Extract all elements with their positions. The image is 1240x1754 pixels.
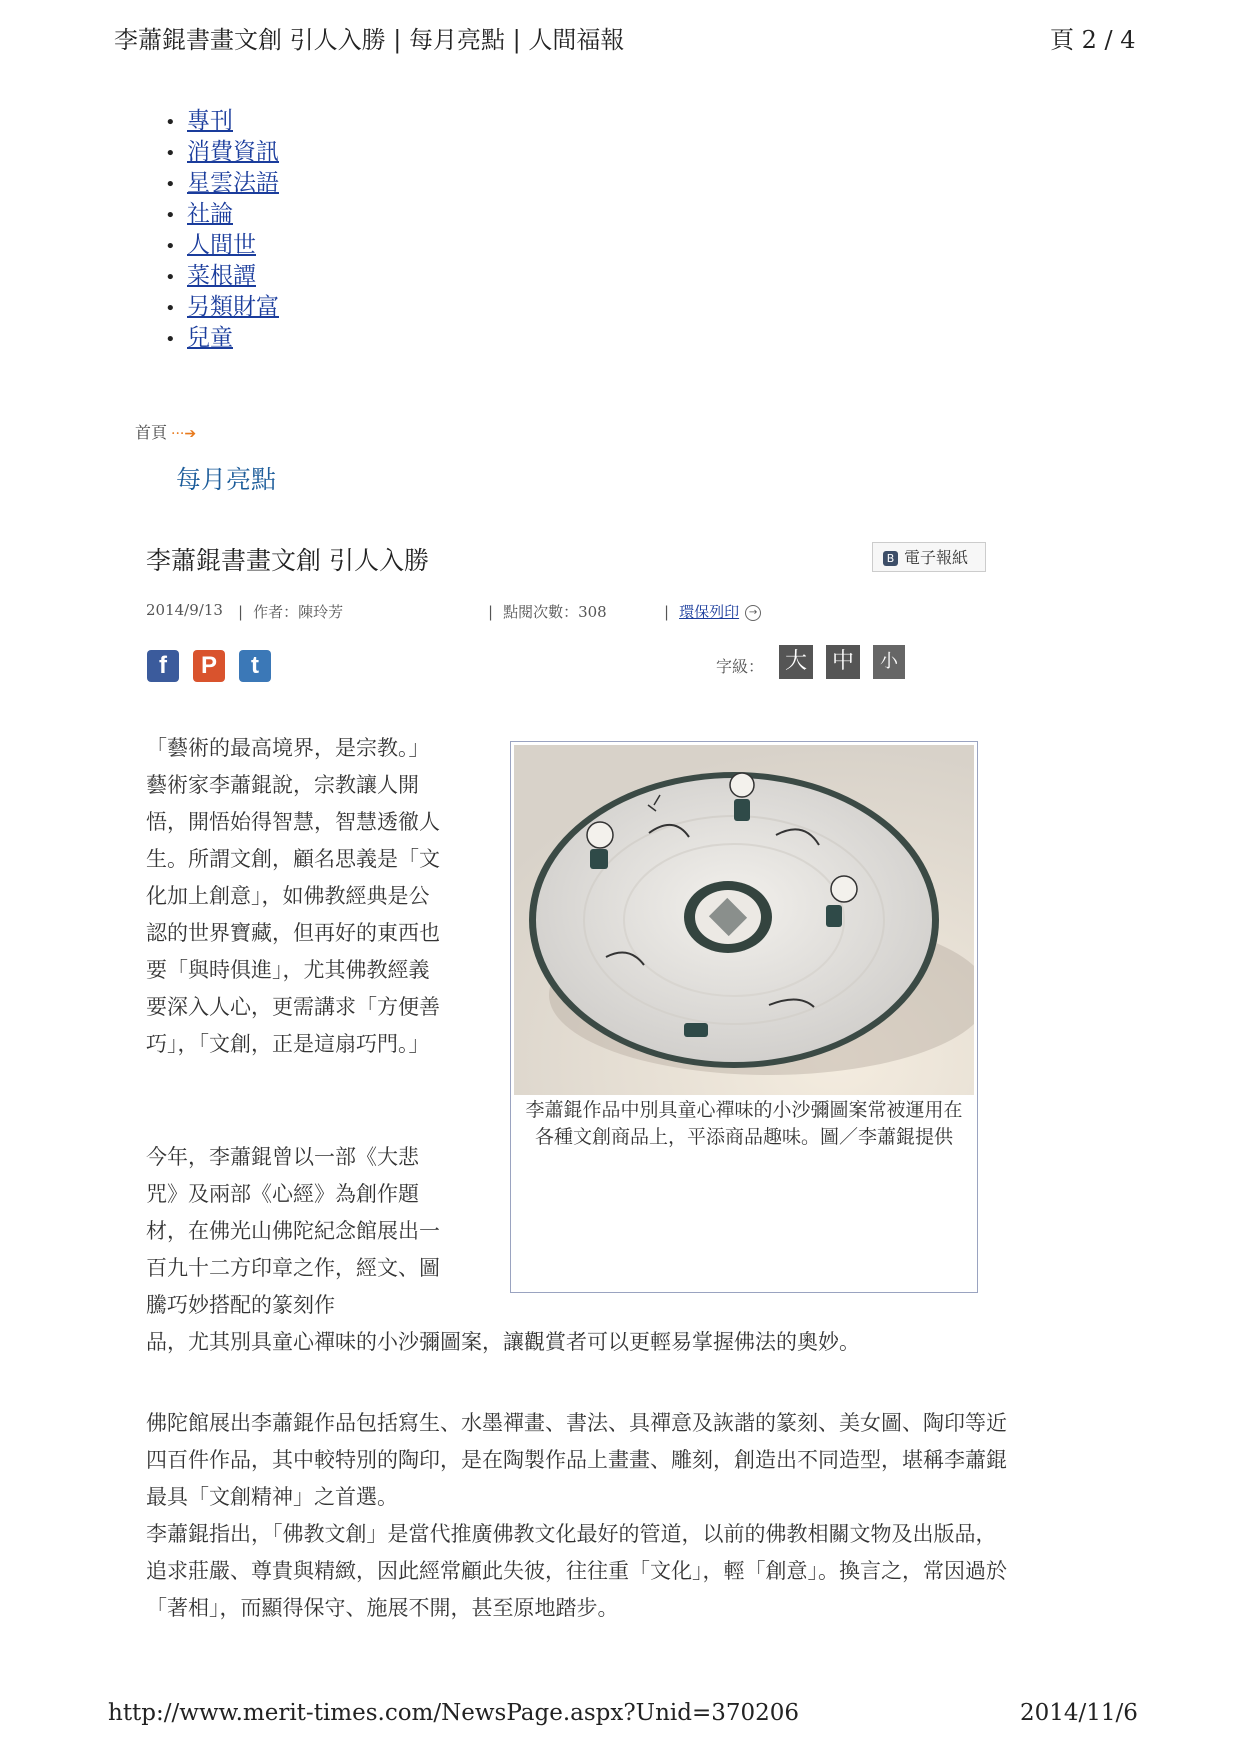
photo-caption: 李蕭錕作品中別具童心禪味的小沙彌圖案常被運用在各種文創商品上，平添商品趣味。圖／李蕭錕提供 (525, 1099, 963, 1148)
epaper-icon: B (883, 551, 898, 566)
bullet-icon: • (165, 236, 176, 257)
arrow-right-icon: ···➔ (171, 426, 197, 442)
print-footer-url: http://www.merit-times.com/NewsPage.aspx?Unid=370206 (108, 1700, 800, 1726)
print-footer-date: 2014/11/6 (1020, 1700, 1138, 1726)
nav-item (165, 199, 279, 230)
bullet-icon: • (165, 205, 176, 226)
nav-item (165, 106, 279, 137)
meta-separator: | (664, 603, 670, 621)
font-size-label: 字級： (716, 657, 765, 676)
epaper-label: 電子報紙 (904, 548, 969, 567)
print-page-number: 頁 2 / 4 (1050, 26, 1136, 54)
ceramic-bowl-photo (514, 745, 974, 1095)
bullet-icon: • (165, 112, 176, 133)
article-date: 2014/9/13 (146, 601, 223, 619)
article-paragraph-3: 佛陀館展出李蕭錕作品包括寫生、水墨禪畫、書法、具禪意及詼諧的篆刻、美女圖、陶印等近四百件作品，其中較特別的陶印，是在陶製作品上畫畫、雕刻，創造出不同造型，堪稱李蕭錕最具「文創精神」之首選。 (146, 1411, 1007, 1509)
article-author-group (238, 601, 343, 622)
nav-item (165, 137, 279, 168)
bullet-icon: • (165, 143, 176, 164)
photo-figure (510, 741, 978, 1293)
article-views: 點閱次數：308 (503, 603, 607, 621)
nav-link-consumer[interactable]: 消費資訊 (187, 139, 279, 165)
nav-item (165, 168, 279, 199)
article-title: 李蕭錕書畫文創 引人入勝 (146, 546, 429, 575)
article-paragraph-2-continued: 品，尤其別具童心禪味的小沙彌圖案，讓觀賞者可以更輕易掌握佛法的奧妙。 (146, 1330, 860, 1354)
nav-link-vegetable[interactable]: 菜根譚 (187, 263, 256, 289)
meta-separator: | (488, 603, 494, 621)
breadcrumb (135, 420, 196, 443)
nav-link-wealth[interactable]: 另類財富 (187, 294, 279, 320)
article-paragraph-1: 「藝術的最高境界，是宗教。」藝術家李蕭錕說，宗教讓人開悟，開悟始得智慧，智慧透徹人生。所謂文創，顧名思義是「文化加上創意」，如佛教經典是公認的世界寶藏，但再好的東西也要「與時俱進」，尤其佛教經義要深入人心，更需講求「方便善巧」，「文創，正是這扇巧門。」 (146, 736, 440, 1056)
nav-item (165, 261, 279, 292)
twitter-icon[interactable]: t (239, 650, 271, 682)
facebook-icon[interactable]: f (147, 650, 179, 682)
section-title: 每月亮點 (176, 465, 277, 494)
bullet-icon: • (165, 298, 176, 319)
nav-link-dharma[interactable]: 星雲法語 (187, 170, 279, 196)
print-group (664, 601, 761, 622)
article-author: 作者：陳玲芳 (253, 603, 344, 621)
print-header-title: 李蕭錕書畫文創 引人入勝 | 每月亮點 | 人間福報 (114, 26, 625, 54)
arrow-circle-icon[interactable]: → (745, 605, 761, 621)
nav-item (165, 230, 279, 261)
bullet-icon: • (165, 329, 176, 350)
font-size-small-button[interactable]: 小 (873, 645, 905, 679)
bullet-icon: • (165, 174, 176, 195)
nav-list (165, 106, 279, 354)
meta-separator: | (238, 603, 244, 621)
article-paragraph-2: 今年，李蕭錕曾以一部《大悲咒》及兩部《心經》為創作題材，在佛光山佛陀紀念館展出一百九十二方印章之作，經文、圖騰巧妙搭配的篆刻作 (146, 1145, 440, 1317)
article-views-group (488, 601, 607, 622)
eco-print-link[interactable]: 環保列印 (679, 603, 740, 621)
nav-item (165, 323, 279, 354)
font-size-large-button[interactable]: 大 (779, 645, 813, 679)
nav-link-world[interactable]: 人間世 (187, 232, 256, 258)
breadcrumb-home-link[interactable]: 首頁 (135, 423, 168, 442)
nav-item (165, 292, 279, 323)
epaper-button[interactable] (872, 542, 986, 572)
nav-link-editorial[interactable]: 社論 (187, 201, 233, 227)
bullet-icon: • (165, 267, 176, 288)
nav-link-children[interactable]: 兒童 (187, 325, 233, 351)
plurk-icon[interactable]: P (193, 650, 225, 682)
font-size-medium-button[interactable]: 中 (826, 645, 860, 679)
article-paragraph-4: 李蕭錕指出，「佛教文創」是當代推廣佛教文化最好的管道，以前的佛教相關文物及出版品，追求莊嚴、尊貴與精緻，因此經常顧此失彼，往往重「文化」，輕「創意」。換言之，常因過於「著相」，而顯得保守、施展不開，甚至原地踏步。 (146, 1522, 1007, 1620)
nav-link-special[interactable]: 專刊 (187, 108, 233, 134)
